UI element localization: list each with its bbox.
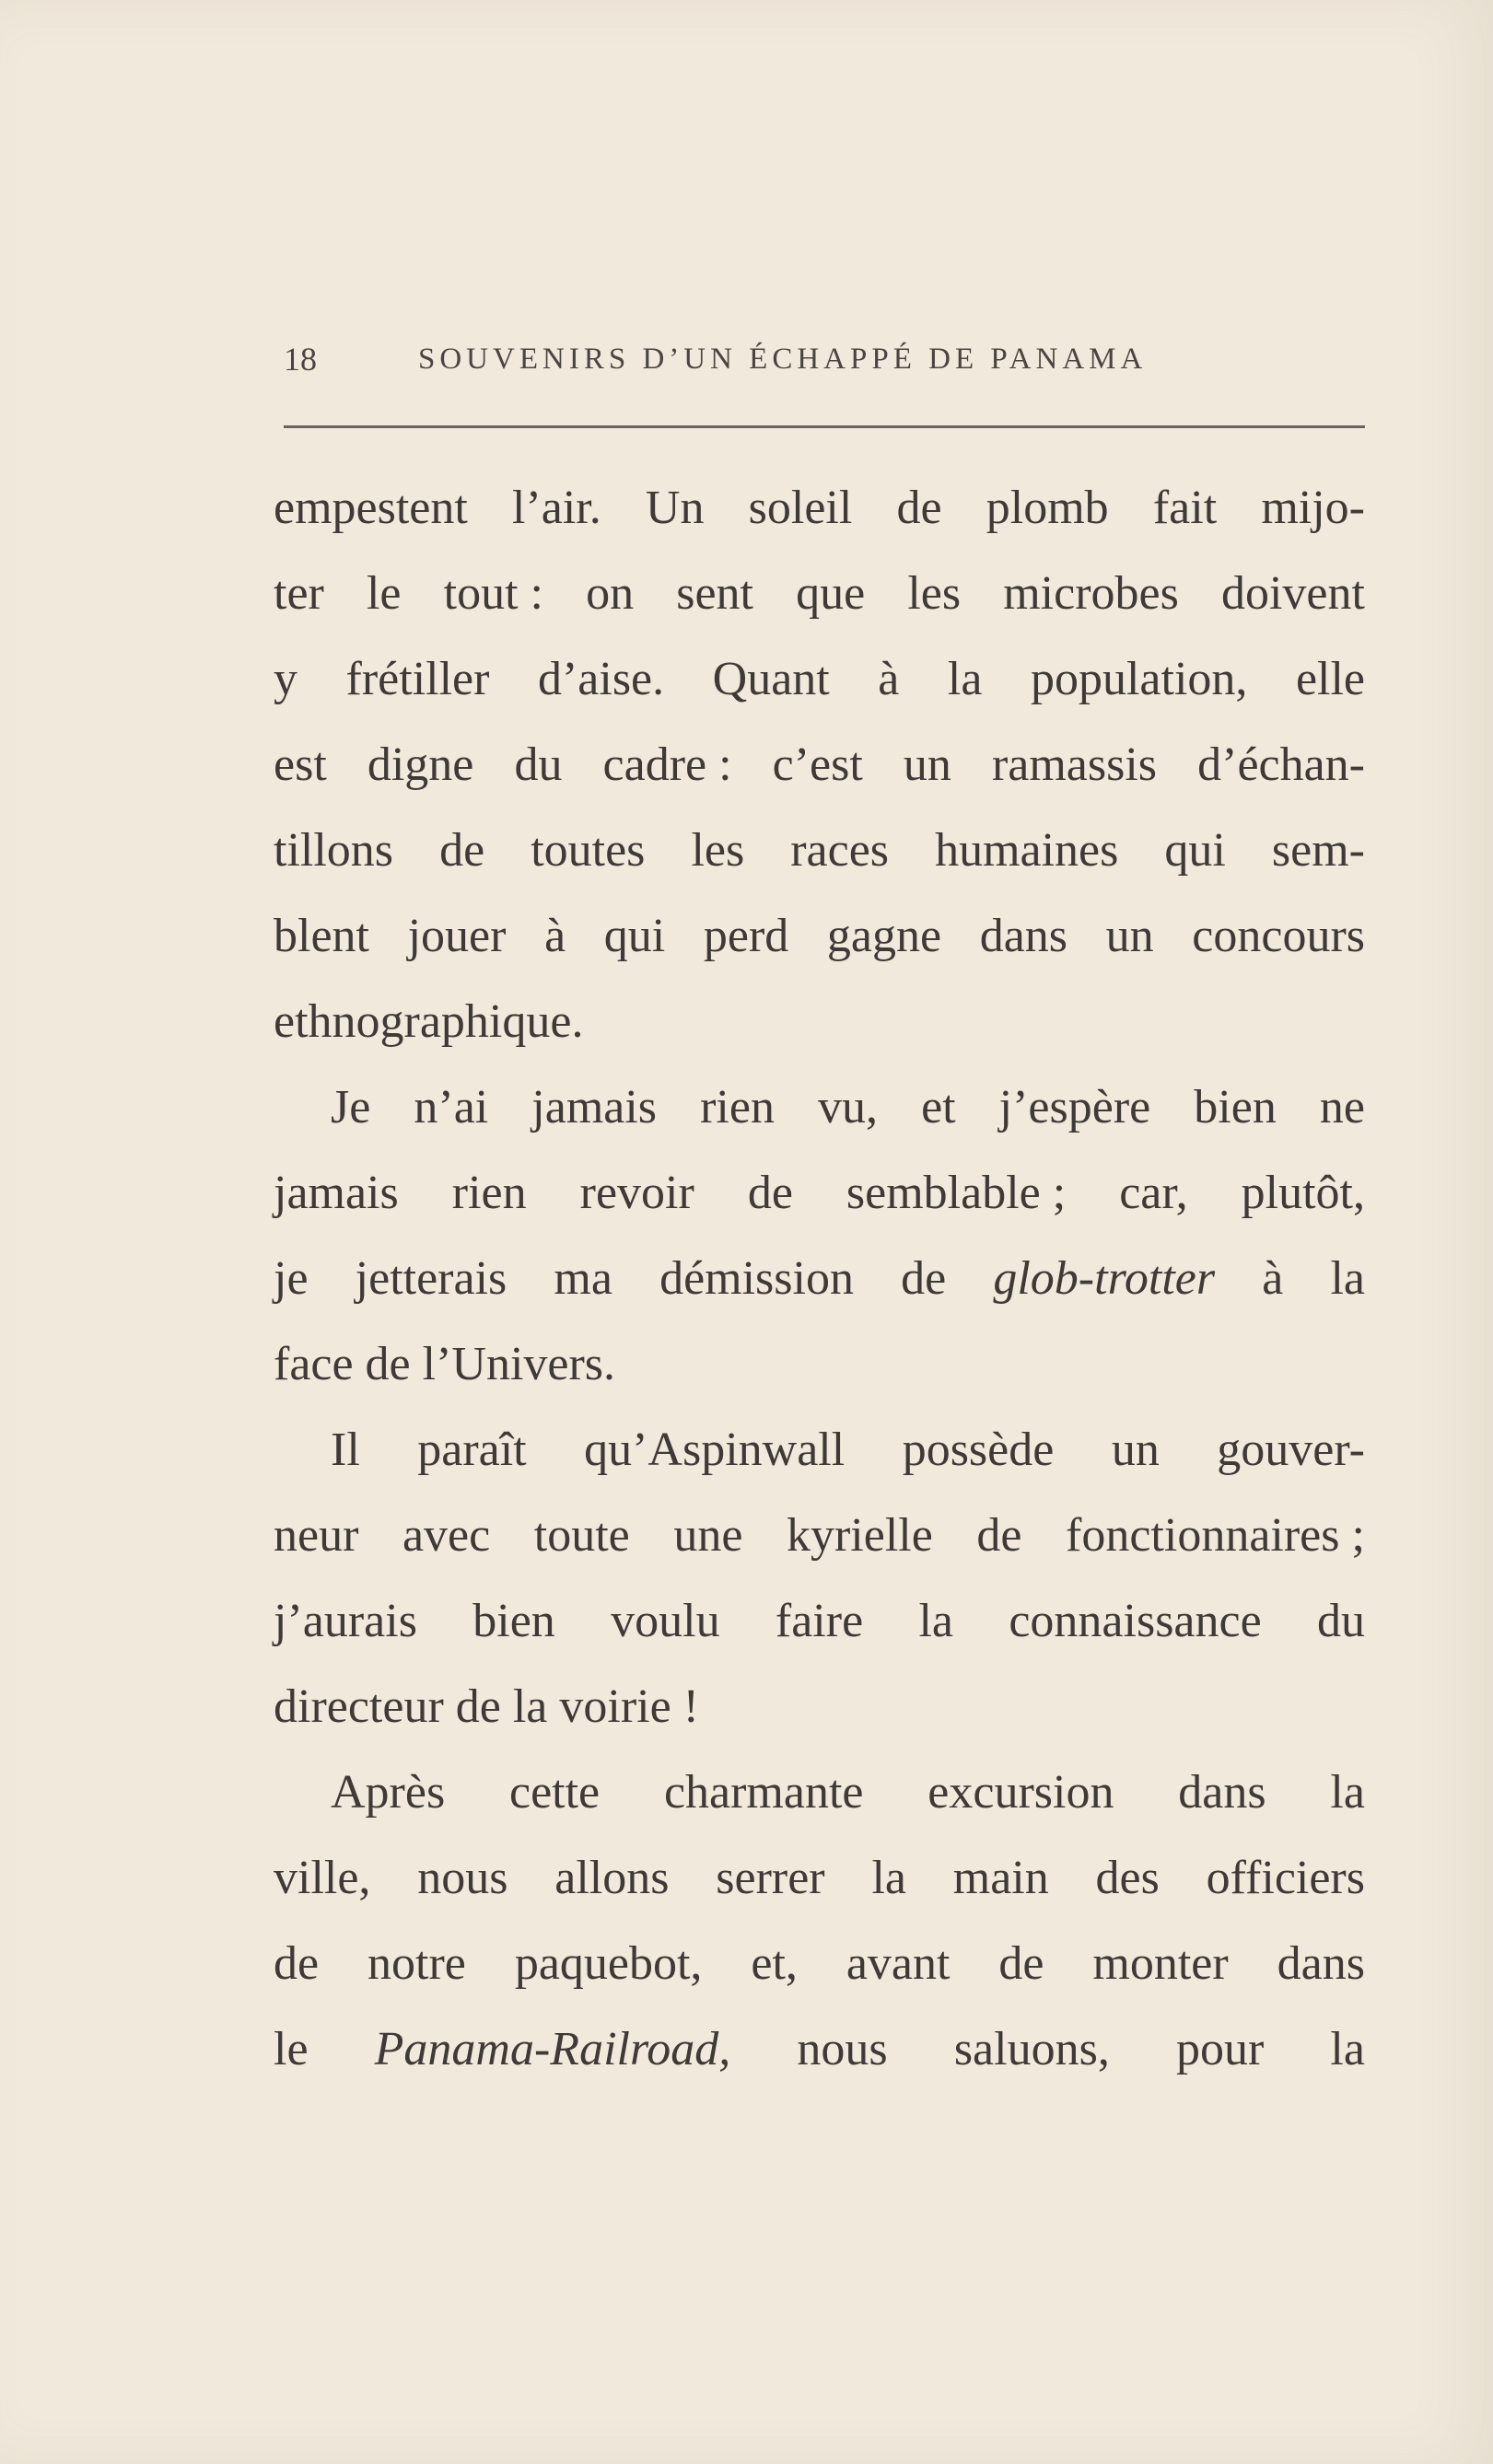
text-line: est digne du cadre : c’est un ramassis d’échan- bbox=[274, 738, 1365, 791]
text-line: de notre paquebot, et, avant de monter dans bbox=[274, 1937, 1365, 1990]
text-line: ter le tout : on sent que les microbes doivent bbox=[274, 567, 1365, 620]
text-line: ville, nous allons serrer la main des officiers bbox=[274, 1852, 1365, 1904]
text-line: ethnographique. bbox=[274, 995, 584, 1048]
text-line: le Panama-Railroad, nous saluons, pour la bbox=[274, 2006, 1365, 2092]
text-line: directeur de la voirie ! bbox=[274, 1680, 699, 1733]
text-line: face de l’Univers. bbox=[274, 1338, 616, 1390]
text-line: blent jouer à qui perd gagne dans un concours bbox=[274, 910, 1365, 962]
italic-term: Panama-Railroad, bbox=[374, 2023, 731, 2075]
running-title: SOUVENIRS D’UN ÉCHAPPÉ DE PANAMA bbox=[418, 343, 1148, 376]
text-line: neur avec toute une kyrielle de fonctionnaires ; bbox=[274, 1509, 1365, 1562]
text-line: j’aurais bien voulu faire la connaissance du bbox=[274, 1595, 1365, 1647]
paragraph-start: Je n’ai jamais rien vu, et j’espère bien ne bbox=[331, 1081, 1365, 1133]
page-header bbox=[284, 336, 1365, 382]
text-line: tillons de toutes les races humaines qui sem- bbox=[274, 824, 1365, 877]
text-line: je jetterais ma démission de glob-trotter à la bbox=[274, 1236, 1365, 1321]
paragraph-start: Après cette charmante excursion dans la bbox=[331, 1766, 1365, 1819]
italic-term: glob-trotter bbox=[993, 1252, 1216, 1305]
page-number: 18 bbox=[284, 341, 317, 378]
header-rule bbox=[284, 425, 1365, 428]
paragraph-start: Il paraît qu’Aspinwall possède un gouver- bbox=[331, 1424, 1365, 1476]
text-line: empestent l’air. Un soleil de plomb fait mijo- bbox=[274, 482, 1365, 534]
text-line: jamais rien revoir de semblable ; car, plutôt, bbox=[274, 1167, 1365, 1219]
text-line: y frétiller d’aise. Quant à la population, elle bbox=[274, 653, 1365, 705]
body-text bbox=[274, 465, 1365, 2092]
